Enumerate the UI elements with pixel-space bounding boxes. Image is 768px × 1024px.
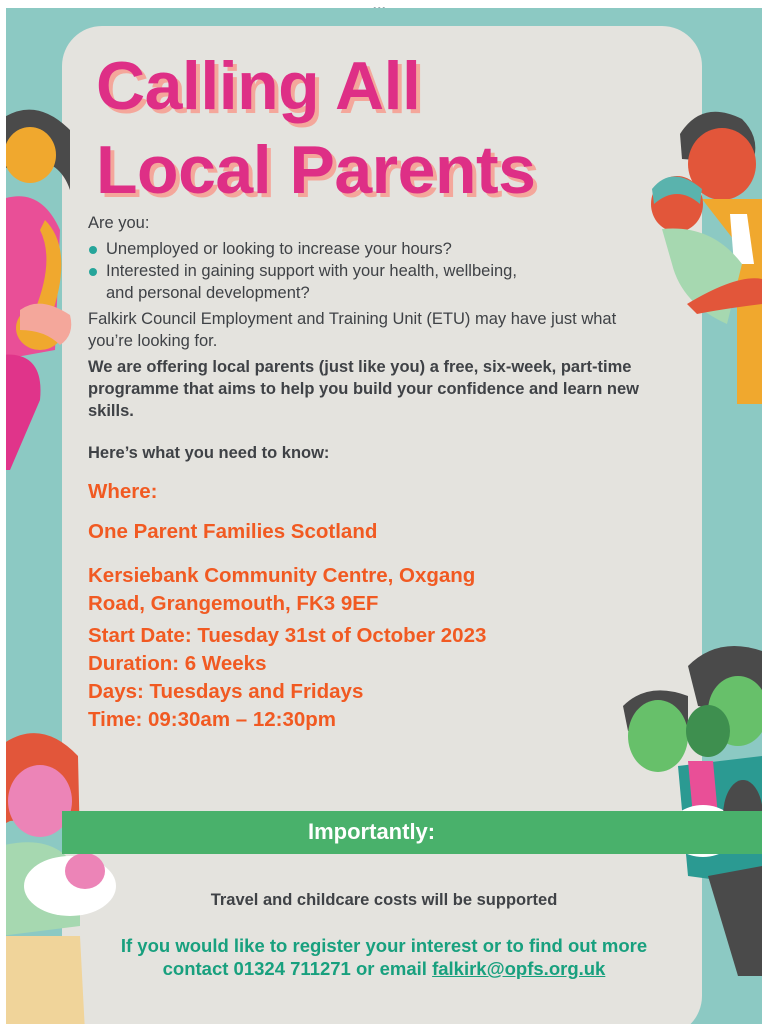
- illustration-mother-baby-left-icon: [6, 100, 90, 470]
- time: Time: 09:30am – 12:30pm: [88, 708, 337, 731]
- travel-support-text: Travel and childcare costs will be supported: [210, 891, 558, 909]
- where-label: Where:: [88, 480, 158, 503]
- importantly-banner: [62, 811, 762, 854]
- are-you-text: Are you:: [88, 214, 150, 232]
- title-line-1: Calling All: [96, 48, 421, 124]
- list-item: Interested in gaining support with your health, wellbeing, and personal development?: [88, 260, 688, 304]
- start-date: Start Date: Tuesday 31st of October 2023: [88, 624, 487, 647]
- contact-text: [0, 934, 768, 980]
- banner-label: Importantly:: [308, 819, 436, 844]
- organisation-name: One Parent Families Scotland: [88, 520, 378, 543]
- page-title: [96, 44, 535, 212]
- list-item: Unemployed or looking to increase your hours?: [88, 238, 688, 260]
- contact-line-1: If you would like to register your interest or to find out more: [120, 935, 648, 956]
- venue-address: Kersiebank Community Centre, Oxgang Road, Grangemouth, FK3 9EF: [88, 564, 476, 615]
- main-content: [88, 212, 688, 734]
- offer-text: We are offering local parents (just like you) a free, six-week, part-time programme that aims to help you build your confidence and learn new skills.: [88, 358, 640, 420]
- duration: Duration: 6 Weeks: [88, 652, 267, 675]
- days: Days: Tuesdays and Fridays: [88, 680, 364, 703]
- title-line-2: Local Parents: [96, 132, 536, 208]
- need-to-know-heading: Here’s what you need to know:: [88, 444, 330, 462]
- criteria-list: [88, 238, 688, 304]
- etu-text: Falkirk Council Employment and Training Unit (ETU) may have just what you’re looking for.: [88, 310, 617, 350]
- contact-line-2: contact 01324 711271 or email falkirk@opfs.org.uk: [162, 958, 606, 979]
- email-link[interactable]: falkirk@opfs.org.uk: [432, 958, 606, 979]
